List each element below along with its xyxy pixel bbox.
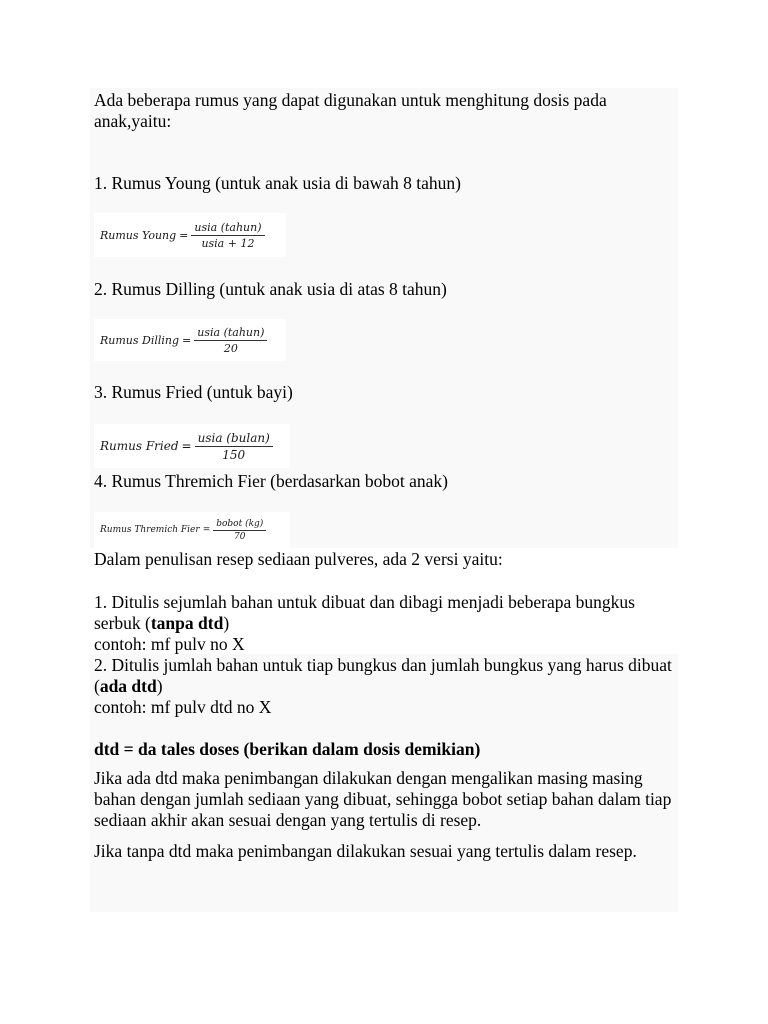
pulveres-version-2-text: 2. Ditulis jumlah bahan untuk tiap bungkus dan jumlah bungkus yang harus dibuat ( — [94, 655, 672, 696]
pulveres-version-1-bold: tanpa dtd — [150, 613, 224, 633]
formula-thremich-heading: 4. Rumus Thremich Fier (berdasarkan bobot anak) — [94, 471, 448, 491]
formula-young-heading: 1. Rumus Young (untuk anak usia di bawah 8 tahun) — [94, 173, 461, 193]
pulveres-version-2 — [94, 655, 674, 718]
formula-thremich-label: Rumus Thremich Fier — [100, 525, 200, 535]
pulveres-version-2-bold: ada dtd — [99, 676, 157, 696]
formula-young-denominator: usia + 12 — [201, 236, 255, 250]
equals-sign: = — [179, 228, 189, 242]
formula-thremich-fraction — [213, 519, 266, 542]
pulveres-version-1-text: 1. Ditulis sejumlah bahan untuk dibuat dan dibagi menjadi beberapa bungkus serbuk ( — [94, 592, 635, 633]
formula-fried-numerator: usia (bulan) — [195, 431, 273, 447]
formula-dilling-label: Rumus Dilling — [100, 333, 180, 347]
pulveres-intro: Dalam penulisan resep sediaan pulveres, ada 2 versi yaitu: — [94, 549, 503, 569]
formula-thremich-numerator: bobot (kg) — [213, 519, 266, 531]
pulveres-version-1 — [94, 592, 674, 655]
pulveres-version-2-close: ) — [156, 676, 163, 696]
paragraph-without-dtd: Jika tanpa dtd maka penimbangan dilakukan sesuai yang tertulis dalam resep. — [94, 841, 637, 861]
formula-thremich — [94, 512, 290, 548]
intro-text: Ada beberapa rumus yang dapat digunakan untuk menghitung dosis pada anak,yaitu: — [94, 90, 607, 131]
formula-dilling — [94, 319, 286, 361]
equals-sign: = — [181, 439, 192, 453]
equals-sign: = — [202, 525, 211, 535]
formula-dilling-heading: 2. Rumus Dilling (untuk anak usia di atas 8 tahun) — [94, 279, 447, 299]
formula-dilling-fraction — [194, 326, 267, 355]
formula-thremich-denominator: 70 — [234, 531, 246, 542]
dtd-definition: dtd = da tales doses (berikan dalam dosis demikian) — [94, 739, 481, 759]
pulveres-version-2-example: contoh: mf pulv dtd no X — [94, 697, 272, 717]
formula-young-fraction — [191, 221, 264, 250]
formula-fried-label: Rumus Fried — [100, 439, 179, 453]
formula-fried-denominator: 150 — [222, 447, 246, 462]
paragraph-with-dtd: Jika ada dtd maka penimbangan dilakukan dengan mengalikan masing masing bahan dengan jumlah sediaan yang dibuat, sehingga bobot setiap bahan dalam tiap sediaan akhir akan sesuai dengan yang tertulis di resep. — [94, 768, 672, 830]
pulveres-version-1-close: ) — [223, 613, 230, 633]
pulveres-version-1-example: contoh: mf pulv no X — [94, 634, 245, 654]
formula-fried-fraction — [195, 431, 273, 462]
formula-young-label: Rumus Young — [100, 228, 177, 242]
formula-dilling-denominator: 20 — [223, 341, 238, 355]
formula-dilling-numerator: usia (tahun) — [194, 326, 267, 341]
equals-sign: = — [182, 333, 192, 347]
formula-young-numerator: usia (tahun) — [191, 221, 264, 236]
formula-fried-heading: 3. Rumus Fried (untuk bayi) — [94, 382, 293, 402]
formula-young — [94, 213, 286, 257]
formula-fried — [94, 424, 290, 468]
